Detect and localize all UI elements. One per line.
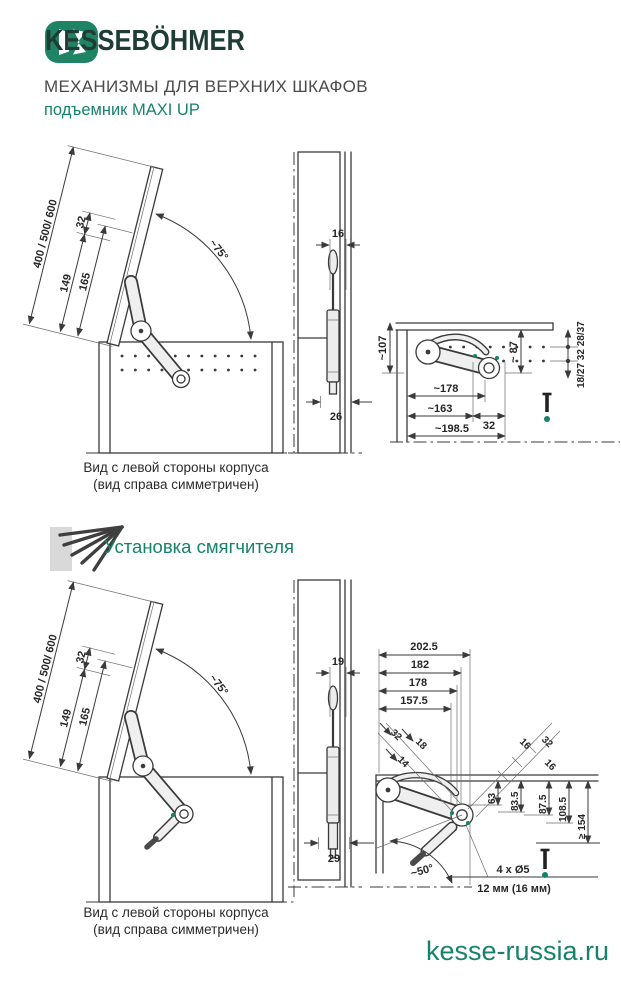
- dim-label-min-154: ≥ 154: [577, 814, 588, 839]
- dim-label-diag-18: 18: [412, 736, 429, 753]
- dim-label-149: 149: [58, 708, 75, 729]
- dim-label-198-5: ~198.5: [435, 423, 469, 435]
- lift-arm-damper-detail: [376, 775, 473, 863]
- website-link[interactable]: kesse-russia.ru: [425, 936, 609, 966]
- dim-label-182: 182: [410, 659, 430, 671]
- caption-line-1: Вид с левой стороны корпуса: [83, 905, 269, 920]
- fig1-closed-view: [377, 321, 620, 442]
- dim-label-19: 19: [331, 656, 345, 668]
- dim-label-diag-14: 14: [394, 754, 411, 771]
- dim-label-32: 32: [74, 649, 89, 665]
- screw-icon: [543, 394, 552, 422]
- fig2-open-view: [17, 579, 296, 902]
- figure-damper-installation: [0, 565, 621, 905]
- figure-maxi-up-dimensions: [0, 140, 621, 460]
- fig1-open-view: [17, 144, 296, 453]
- dim-label-26: 26: [329, 411, 343, 423]
- screw-depth-label: 12 мм (16 мм): [477, 883, 551, 895]
- dim-label-87: ~ 87: [508, 341, 520, 363]
- dim-label-diag-32b: 32: [538, 734, 555, 751]
- dim-label-row-spacing: 18/27 32 28/37: [576, 321, 587, 388]
- caption-line-2: (вид справа симметричен): [93, 922, 259, 937]
- dim-label-83-5: 83.5: [510, 791, 521, 811]
- angle-label-50: ~50°: [409, 862, 435, 880]
- dim-label-87-5: 87.5: [538, 794, 549, 814]
- figure2-caption: [70, 904, 282, 938]
- screw-spec-label: 4 x Ø5: [496, 864, 530, 876]
- angle-label: ~75°: [206, 237, 231, 263]
- figure1-caption: [70, 459, 282, 493]
- dim-label-149: 149: [58, 273, 75, 294]
- dim-label-32: 32: [74, 214, 89, 230]
- dim-label-178: ~178: [433, 383, 459, 395]
- section-title: Установка смягчителя: [104, 536, 295, 557]
- dim-label-157-5: 157.5: [400, 695, 428, 707]
- dim-label-163: ~163: [427, 403, 453, 415]
- lift-arm-folded: [416, 337, 500, 379]
- dim-label-29: 29: [327, 853, 341, 865]
- page-title: МЕХАНИЗМЫ ДЛЯ ВЕРХНИХ ШКАФОВ: [44, 77, 368, 96]
- dim-label-202-5: 202.5: [410, 641, 438, 653]
- fig2-front-view: [288, 580, 374, 897]
- opening-angle-arc: [156, 214, 251, 339]
- fig2-detail-view: [370, 641, 600, 895]
- dim-label-diag-32: 32: [387, 727, 404, 744]
- screw-icon: [541, 850, 550, 878]
- opening-angle-arc: [156, 649, 251, 774]
- dim-label-door-length: 400 / 500/ 600: [31, 633, 60, 705]
- caption-line-1: Вид с левой стороны корпуса: [83, 460, 269, 475]
- dim-label-178: 178: [408, 677, 428, 689]
- dim-label-107: ~107: [377, 335, 389, 361]
- dim-label-diag-16b: 16: [541, 757, 558, 774]
- brand-header: [45, 25, 272, 58]
- fig1-front-view: [288, 152, 372, 456]
- dim-label-165: 165: [77, 271, 94, 293]
- dim-label-108-5: 108.5: [558, 796, 569, 822]
- dim-label-door-length: 400 / 500/ 600: [31, 198, 60, 270]
- dim-label-32b: 32: [482, 420, 496, 432]
- dim-label-165: 165: [77, 706, 94, 728]
- dim-label-16: 16: [331, 228, 345, 240]
- page-subtitle: подъемник MAXI UP: [44, 101, 200, 119]
- dim-label-63: 63: [487, 792, 498, 804]
- brand-wordmark: KESSEBÖHMER: [45, 25, 245, 57]
- dim-label-diag-16a: 16: [516, 736, 533, 753]
- caption-line-2: (вид справа симметричен): [93, 477, 259, 492]
- angle-label: ~75°: [206, 672, 231, 698]
